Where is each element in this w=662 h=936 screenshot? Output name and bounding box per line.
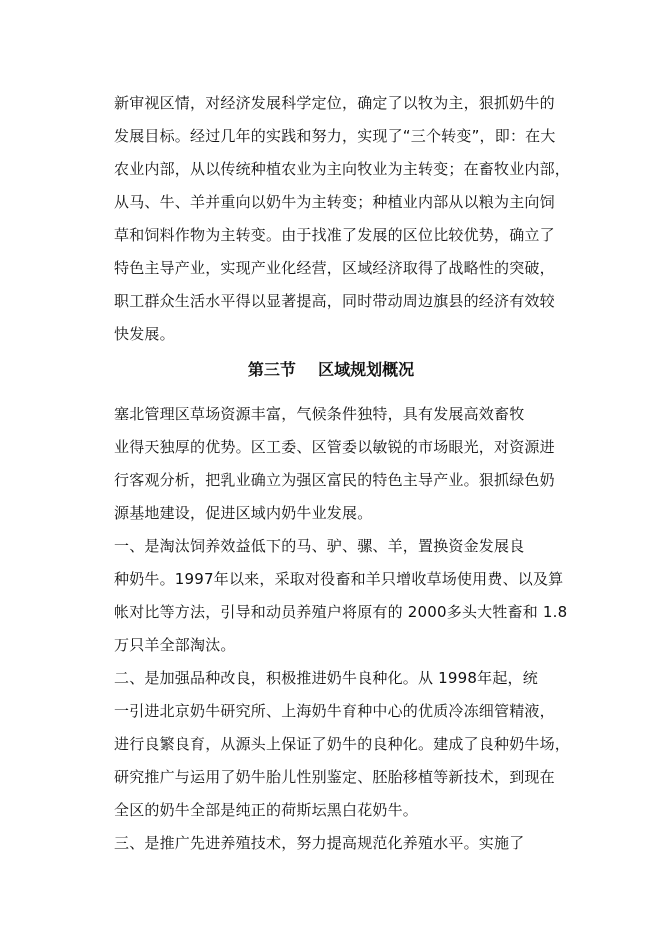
text-line: 源基地建设，促进区域内奶牛业发展。 [114,504,373,522]
text-line: 农业内部，从以传统种植农业为主向牧业为主转变；在畜牧业内部， [114,160,571,178]
text-line: 一、是淘汰饲养效益低下的马、驴、骡、羊，置换资金发展良 [114,537,525,555]
text-line: 特色主导产业，实现产业化经营，区域经济取得了战略性的突破， [114,259,555,277]
text-line: 行客观分析，把乳业确立为强区富民的特色主导产业。狠抓绿色奶 [114,471,555,489]
text-line: 全区的奶牛全部是纯正的荷斯坛黑白花奶牛。 [114,801,419,819]
text-line: 进行良繁良育，从源头上保证了奶牛的良种化。建成了良种奶牛场， [114,735,571,753]
text-line: 业得天独厚的优势。区工委、区管委以敏锐的市场眼光，对资源进 [114,438,555,456]
text-line: 研究推广与运用了奶牛胎儿性别鉴定、胚胎移植等新技术，到现在 [114,768,555,786]
text-line: 发展目标。经过几年的实践和努力，实现了“三个转变”，即：在大 [114,127,556,145]
text-line: 一引进北京奶牛研究所、上海奶牛育种中心的优质冷冻细管精液， [114,702,555,720]
text-line: 帐对比等方法，引导和动员养殖户将原有的 2000多头大牲畜和 1.8 [114,603,568,621]
section-heading: 第三节 区域规划概况 [247,360,415,379]
text-line: 快发展。 [114,325,175,343]
text-line: 从马、牛、羊并重向以奶牛为主转变；种植业内部从以粮为主向饲 [114,193,555,211]
text-line: 新审视区情，对经济发展科学定位，确定了以牧为主，狠抓奶牛的 [114,94,555,112]
text-line: 万只羊全部淘汰。 [114,636,236,654]
text-line: 草和饲料作物为主转变。由于找准了发展的区位比较优势，确立了 [114,226,555,244]
text-line: 职工群众生活水平得以显著提高，同时带动周边旗县的经济有效较 [114,292,555,310]
text-line: 塞北管理区草场资源丰富，气候条件独特，具有发展高效畜牧 [114,405,525,423]
text-line: 种奶牛。1997年以来，采取对役畜和羊只增收草场使用费、以及算 [114,570,564,588]
text-line: 三、是推广先进养殖技术，努力提高规范化养殖水平。实施了 [114,834,525,852]
text-line: 二、是加强品种改良，积极推进奶牛良种化。从 1998年起，统 [114,669,538,687]
